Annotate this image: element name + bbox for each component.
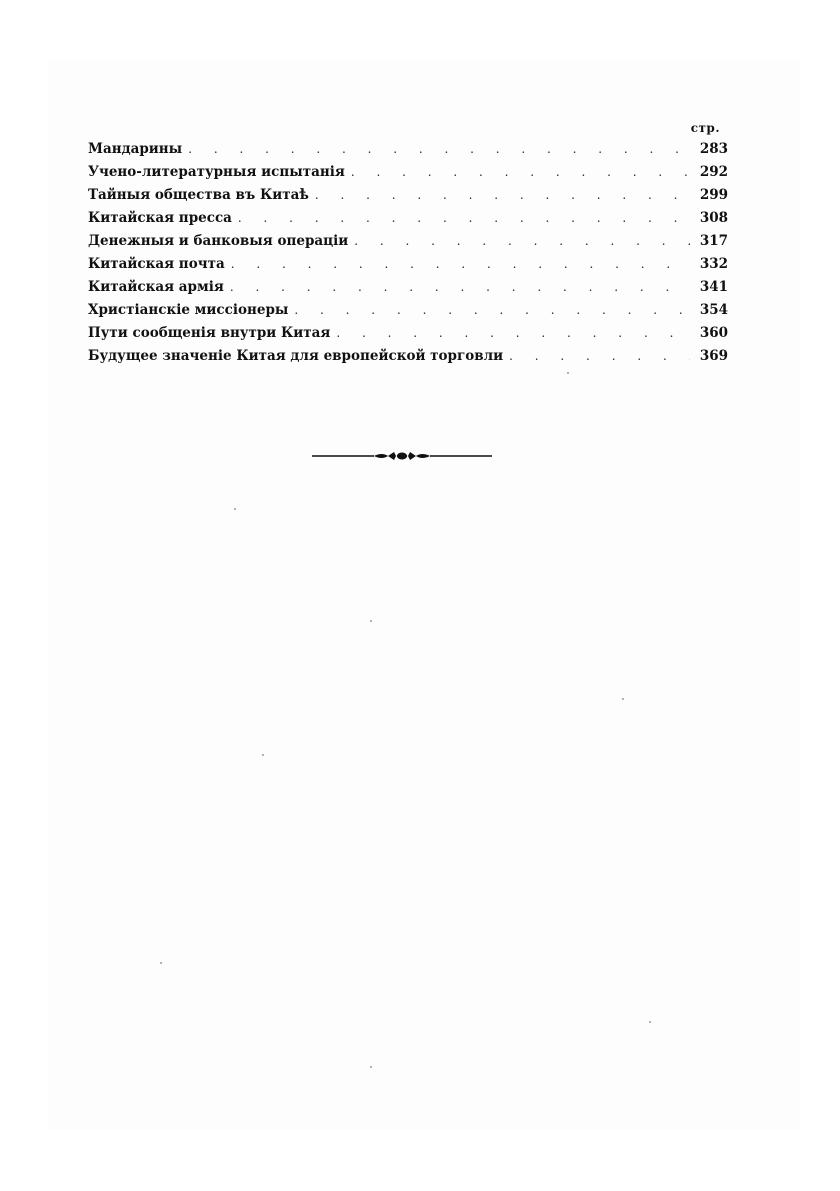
scan-speck — [649, 1021, 651, 1023]
toc-entry-title: Пути сообщенія внутри Китая — [88, 325, 331, 341]
dot-leader — [354, 230, 690, 253]
toc-entry-title: Христіанскіе миссіонеры — [88, 302, 289, 318]
toc-entry — [88, 299, 728, 322]
toc-entry-page: 308 — [699, 210, 728, 226]
dot-leader — [231, 253, 690, 276]
toc-entry-title: Китайская армія — [88, 279, 224, 295]
toc-entry-title: Китайская пресса — [88, 210, 232, 226]
toc-entry — [88, 230, 728, 253]
scan-speck — [370, 620, 372, 622]
toc-entry-page: 369 — [699, 348, 728, 364]
dot-leader — [351, 161, 690, 184]
table-of-contents — [88, 118, 728, 368]
toc-entry-page: 283 — [699, 141, 728, 157]
toc-entry — [88, 138, 728, 161]
toc-entry-page: 332 — [699, 256, 728, 272]
ornamental-divider-icon — [312, 446, 492, 466]
scan-speck — [370, 1066, 372, 1068]
toc-entry-title: Денежныя и банковыя операціи — [88, 233, 349, 249]
toc-entry-title: Будущее значеніе Китая для европейской торговли — [88, 348, 504, 364]
page-column-header: стр. — [690, 121, 720, 135]
dot-leader — [315, 184, 690, 207]
toc-entry — [88, 345, 728, 368]
scan-speck — [262, 754, 264, 756]
scan-speck — [567, 372, 569, 374]
toc-entry-title: Учено-литературныя испытанія — [88, 164, 345, 180]
toc-entry — [88, 184, 728, 207]
toc-entry-page: 341 — [699, 279, 728, 295]
toc-entry — [88, 253, 728, 276]
toc-entry-title: Тайныя общества въ Китаѣ — [88, 187, 309, 203]
toc-entry-title: Китайская почта — [88, 256, 225, 272]
toc-entry — [88, 322, 728, 345]
dot-leader — [188, 138, 690, 161]
dot-leader — [294, 299, 690, 322]
scan-speck — [160, 962, 162, 964]
dot-leader — [509, 345, 690, 368]
toc-entry-page: 360 — [699, 325, 728, 341]
scan-speck — [622, 698, 624, 700]
scan-speck — [234, 508, 236, 510]
dot-leader — [230, 276, 690, 299]
dot-leader — [238, 207, 690, 230]
toc-entry-title: Мандарины — [88, 141, 183, 157]
toc-entry — [88, 276, 728, 299]
toc-entry — [88, 161, 728, 184]
toc-entry-page: 292 — [699, 164, 728, 180]
toc-entry-page: 354 — [699, 302, 728, 318]
dot-leader — [336, 322, 690, 345]
toc-entry-page: 317 — [699, 233, 728, 249]
toc-entry — [88, 207, 728, 230]
toc-entry-page: 299 — [699, 187, 728, 203]
